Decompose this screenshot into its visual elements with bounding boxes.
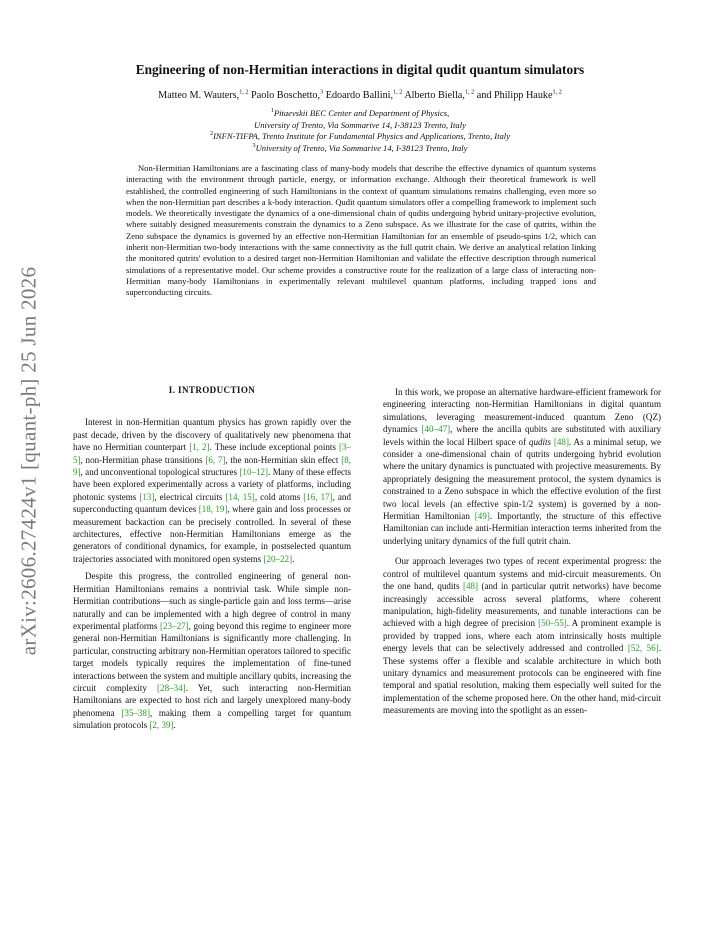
abstract: Non-Hermitian Hamiltonians are a fascinating class of many-body models that describe the effective dynamics of quantum systems interacting with the environment through particle, energy, or information exchange. Although their theoretical framework is well established, the controlled engineering of such Hamiltonians in the context of quantum simulations remains challenging, even more so when the non-Hermitian part describes a k-body interaction. Qudit quantum simulators offer a compelling framework to implement such models. We theoretically investigate the dynamics of a one-dimensional chain of qudits undergoing hybrid unitary-projective evolution, where suitably designed measurements constrain the dynamics to a Zeno subspace. As we illustrate for the case of qutrits, within the Zeno subspace the dynamics is governed by an effective non-Hermitian Hamiltonian for an ensemble of pseudo-spins 1/2, which can inherit non-Hermitian two-body interactions with the same connectivity as the full qutrit chain. We derive an analytical relation linking the monitored qutrits' evolution to a desired target non-Hermitian Hamiltonian and validate the effective description through numerical simulations of a representative model. Our scheme provides a constructive route for the realization of a large class of interacting non-Hermitian many-body Hamiltonians in experimentally relevant multilevel quantum platforms, including trapped ions and superconducting circuits. [126, 163, 596, 298]
author-name: Paolo Boschetto, [248, 90, 321, 101]
author-name: Matteo M. Wauters, [158, 90, 240, 101]
affiliation-1-line-2: University of Trento, Via Sommarive 14, I-38123 Trento, Italy [254, 119, 466, 130]
affiliation-list [60, 108, 660, 154]
author-affiliation-mark: 1, 2 [239, 88, 249, 96]
author-affiliation-mark: 1, 2 [464, 88, 475, 96]
citation-link[interactable]: [2, 39] [149, 720, 174, 731]
section-heading-introduction: I. INTRODUCTION [168, 385, 256, 395]
left-column [73, 384, 351, 737]
arxiv-stamp-text: arXiv:2606.27424v1 [quant-ph] 25 Jun 2026 [16, 266, 41, 656]
paper-title: Engineering of non-Hermitian interactions in digital qudit quantum simulators [135, 62, 585, 77]
citation-link[interactable]: [28–34] [157, 682, 186, 693]
citation-link[interactable]: [48] [462, 581, 479, 592]
citation-link[interactable]: [1, 2] [189, 442, 210, 453]
citation-link[interactable]: [10–12] [239, 467, 269, 478]
emphasis-qudits: qudits [528, 436, 552, 447]
author-name: and Philipp Hauke [474, 90, 553, 101]
arxiv-identifier-stamp [0, 0, 56, 932]
intro-paragraph-3: In this work, we propose an alternative hardware-efficient framework for engineering interacting non-Hermitian Hamiltonians in digital quantum simulations, leveraging measurement-induced quantum Zeno (QZ) dynamics [40–47], where the ancilla qubits are substituted with auxiliary levels within the local Hilbert space of qudits [48]. As a minimal setup, we consider a one-dimensional chain of qutrits undergoing hybrid evolution where the unitary dynamics is punctuated with projective measurements. By appropriately designing the measurement protocol, the system dynamics is constrained to a Zeno subspace in which the effective evolution of the first two local levels (an effective spin-1/2 system) is governed by a non-Hermitian Hamiltonian [49]. Importantly, the structure of this effective Hamiltonian can include anti-Hermitian interaction terms inherited from the underlying unitary dynamics of the full qutrit chain. [383, 387, 662, 546]
citation-link[interactable]: [48] [553, 436, 569, 447]
author-name: Edoardo Ballini, [323, 90, 394, 101]
citation-link[interactable]: [18, 19] [198, 504, 228, 515]
citation-link[interactable]: [8, 9] [73, 454, 351, 478]
affiliation-3: $^3$University of Trento, Via Sommarive 14, I-38123 Trento, Italy [252, 141, 468, 153]
citation-link[interactable]: [6, 7] [205, 454, 226, 465]
author-affiliation-mark: 3 [320, 88, 324, 96]
affiliation-2: $^2$INFN-TIFPA, Trento Institute for Fundamental Physics and Applications, Trento, Italy [209, 130, 511, 141]
citation-link[interactable]: [35–38] [121, 707, 150, 718]
author-list [60, 90, 660, 101]
author-name: Alberto Biella, [402, 90, 465, 101]
citation-link[interactable]: [16, 17] [303, 491, 333, 502]
citation-link[interactable]: [3–5] [73, 442, 352, 465]
author-affiliation-mark: 1, 2 [552, 88, 562, 96]
intro-paragraph-1: Interest in non-Hermitian quantum physics has grown rapidly over the past decade, driven by the discovery of qualitatively new phenomena that have no Hermitian counterpart [1, 2]. These include exceptional points [3–5], non-Hermitian phase transitions [6, 7], the non-Hermitian skin effect [8, 9], and unconventional topological structures [10–12]. Many of these effects have been explored experimentally across a variety of platforms, including photonic systems [13], electrical circuits [14, 15], cold atoms [16, 17], and superconducting quantum devices [18, 19], where gain and loss processes or measurement backaction can be precisely controlled. In several of these architectures, effective non-Hermitian Hamiltonians emerge as the generators of conditional dynamics, for example, in postselected quantum trajectories associated with monitored open systems [20–22]. [73, 417, 352, 564]
author-affiliation-mark: 1, 2 [393, 88, 403, 96]
citation-link[interactable]: [13] [139, 491, 155, 502]
right-column [383, 386, 661, 722]
citation-link[interactable]: [52, 56] [627, 643, 659, 654]
intro-paragraph-2: Despite this progress, the controlled engineering of general non-Hermitian Hamiltonians remains a nontrivial task. While simple non-Hermitian contributions—such as single-particle gain and loss terms—arise naturally and can be implemented with a high degree of control in many experimental platforms [23–27], going beyond this regime to engineer more general non-Hermitian Hamiltonians is significantly more challenging. In particular, constructing arbitrary non-Hermitian operators tailored to specific target models typically requires the implementation of fine-tuned interactions between the system and multiple ancillary qubits, increasing the circuit complexity [28–34]. Yet, such interacting non-Hermitian Hamiltonians are expected to host rich and largely unexplored many-body phenomena [35–38], making them a compelling target for quantum simulation protocols [2, 39]. [73, 571, 352, 731]
citation-link[interactable]: [40–47] [421, 424, 451, 435]
citation-link[interactable]: [49] [474, 511, 490, 522]
citation-link[interactable]: [50–55] [538, 618, 567, 629]
citation-link[interactable]: [23–27] [160, 620, 189, 631]
affiliation-1-line-1: $^1$Pitaevskii BEC Center and Department of Physics, [270, 107, 450, 118]
citation-link[interactable]: [20–22] [263, 553, 293, 564]
intro-paragraph-4: Our approach leverages two types of recent experimental progress: the control of multilevel quantum systems and mid-circuit measurements. On the one hand, qudits [48] (and in particular qutrit networks) have become increasingly accessible across several platforms, where coherent manipulation, high-fidelity measurements, and tunable interactions can be achieved with a high degree of precision [50–55]. A prominent example is provided by trapped ions, where each atom intrinsically hosts multiple energy levels that can be selectively addressed and controlled [52, 56]. These systems offer a flexible and scalable architecture in which both unitary dynamics and measurement protocols can be engineered with fine temporal and spatial resolution, making them especially well suited for the implementation of the scheme proposed here. On the other hand, mid-circuit measurements are moving into the spotlight as an essen- [383, 556, 661, 716]
citation-link[interactable]: [14, 15] [225, 491, 255, 502]
